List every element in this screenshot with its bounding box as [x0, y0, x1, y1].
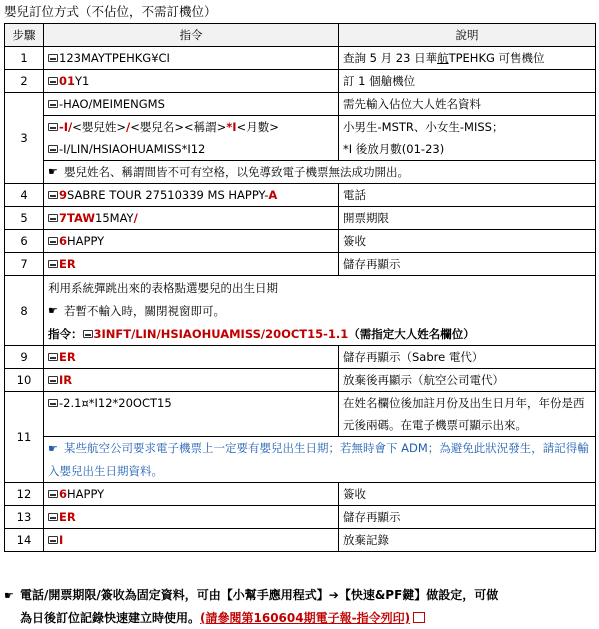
description-cell: 訂 1 個艙機位 [339, 70, 596, 93]
pointing-hand-icon: ☛ [4, 589, 14, 602]
keyboard-icon [48, 237, 58, 245]
command-cell: ER [44, 506, 339, 529]
keyboard-icon [48, 191, 58, 199]
table-row [5, 184, 596, 207]
table-row [5, 529, 596, 552]
step-number: 1 [5, 47, 44, 70]
footer-note: ☛ 電話/開票期限/簽收為固定資料，可由【小幫手應用程式】➔【快速&PF鍵】做設定，可做 為日後訂位記錄快速建立時使用。(請參閱第160604期電子報-指令列印) [4, 584, 498, 629]
table-row [5, 230, 596, 253]
header-description: 說明 [339, 24, 596, 47]
table-header-row [5, 24, 596, 47]
keyboard-icon [48, 353, 58, 361]
pointing-hand-icon: ☛ [48, 303, 58, 317]
note-cell: ☛ 嬰兒姓名、稱謂間皆不可有空格，以免導致電子機票無法成功開出。 [44, 161, 596, 184]
step-number: 13 [5, 506, 44, 529]
step-number: 7 [5, 253, 44, 276]
table-row [5, 253, 596, 276]
description-cell: 儲存再顯示 [339, 506, 596, 529]
keyboard-icon [48, 536, 58, 544]
command-cell: IR [44, 369, 339, 392]
keyboard-icon [48, 145, 58, 153]
printer-icon[interactable] [413, 612, 425, 623]
description-cell: 在姓名欄位後加註月份及出生日月年，年份是西元後兩碼。在電子機票可顯示出來。 [339, 392, 596, 437]
header-step: 步驟 [5, 24, 44, 47]
table-row [5, 47, 596, 70]
keyboard-icon [83, 330, 93, 338]
step-number: 4 [5, 184, 44, 207]
booking-steps-table [4, 23, 596, 552]
description-cell: 儲存再顯示（Sabre 電代） [339, 346, 596, 369]
command-cell: 9 SABRE TOUR 27510339 MS HAPPY- A [44, 184, 339, 207]
table-row [5, 207, 596, 230]
table-row [5, 70, 596, 93]
keyboard-icon [48, 376, 58, 384]
description-cell: 放棄後再顯示（航空公司電代） [339, 369, 596, 392]
keyboard-icon [48, 490, 58, 498]
pointing-hand-icon: ☛ [48, 165, 58, 178]
keyboard-icon [48, 260, 58, 268]
keyboard-icon [48, 214, 58, 222]
command-cell: 6 HAPPY [44, 483, 339, 506]
description-cell: 簽收 [339, 483, 596, 506]
keyboard-icon [48, 399, 58, 407]
step-number: 14 [5, 529, 44, 552]
table-row-note [5, 161, 596, 184]
newsletter-link[interactable]: (請參閱第160604期電子報-指令列印) [200, 611, 411, 625]
description-cell: 需先輸入佔位大人姓名資料 小男生-MSTR、小女生-MISS； *I 後放月數(01-23) [339, 93, 596, 161]
description-cell: 開票期限 [339, 207, 596, 230]
step-number: 8 [5, 276, 44, 346]
keyboard-icon [48, 100, 58, 108]
step-number: 11 [5, 392, 44, 483]
description-cell: 放棄記錄 [339, 529, 596, 552]
command-cell: 6 HAPPY [44, 230, 339, 253]
description-cell: 查詢 5 月 23 日華 航 TPEHKG 可售機位 [339, 47, 596, 70]
step-number: 5 [5, 207, 44, 230]
command-cell: ER [44, 346, 339, 369]
command-cell: 01 Y1 [44, 70, 339, 93]
command-cell: -HAO/MEIMENGMS -I/ <嬰兒姓> / <嬰兒名><稱謂> *I <月數> -I/LIN/HSIAOHUAMISS*I12 [44, 93, 339, 161]
table-row-note [5, 437, 596, 483]
step-number: 12 [5, 483, 44, 506]
table-row [5, 369, 596, 392]
note-cell: ☛ 某些航空公司要求電子機票上一定要有嬰兒出生日期；若無時會下 ADM；為避免此狀況發生，請記得輸入嬰兒出生日期資料。 [44, 437, 596, 483]
description-cell: 電話 [339, 184, 596, 207]
table-row [5, 392, 596, 437]
keyboard-icon [48, 77, 58, 85]
table-row [5, 346, 596, 369]
step-number: 9 [5, 346, 44, 369]
step-number: 3 [5, 93, 44, 184]
instruction-cell: 利用系統彈跳出來的表格點選嬰兒的出生日期 ☛ 若暫不輸入時，關閉視窗即可。 指令： 3INFT/LIN/HSIAOHUAMISS/20OCT15-1.1 （需指定大人姓名欄位） [44, 276, 596, 346]
step-number: 6 [5, 230, 44, 253]
keyboard-icon [48, 513, 58, 521]
table-row [5, 276, 596, 346]
step-number: 10 [5, 369, 44, 392]
table-row [5, 483, 596, 506]
step-number: 2 [5, 70, 44, 93]
command-cell: 123MAYTPEHKG¥CI [44, 47, 339, 70]
command-cell: -2.1¤*I12*20OCT15 [44, 392, 339, 437]
description-cell: 儲存再顯示 [339, 253, 596, 276]
command-cell: I [44, 529, 339, 552]
description-cell: 簽收 [339, 230, 596, 253]
keyboard-icon [48, 54, 58, 62]
command-cell: ER [44, 253, 339, 276]
header-command: 指令 [44, 24, 339, 47]
table-row [5, 93, 596, 161]
page-title: 嬰兒訂位方式（不佔位，不需訂機位） [4, 4, 217, 19]
keyboard-icon [48, 123, 58, 131]
table-row [5, 506, 596, 529]
pointing-hand-icon: ☛ [48, 442, 58, 455]
command-cell: 7TAW 15MAY / [44, 207, 339, 230]
